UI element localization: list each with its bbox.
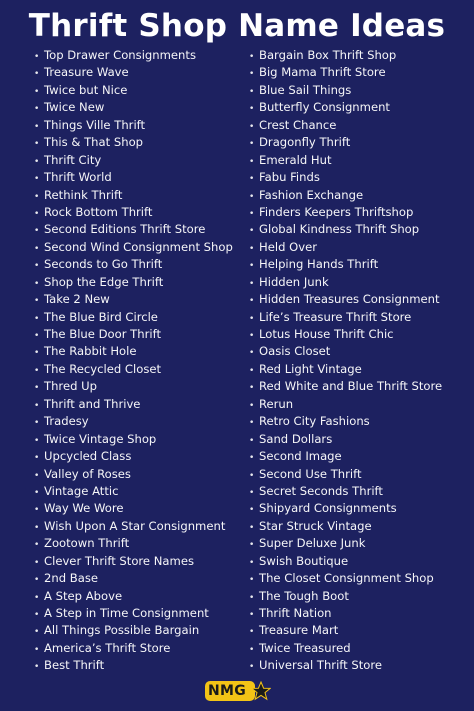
bullet-icon: •	[249, 174, 255, 185]
list-item	[34, 117, 233, 134]
list-item	[249, 483, 442, 500]
bullet-icon: •	[249, 261, 255, 272]
list-item-label: Clever Thrift Store Names	[44, 553, 194, 568]
list-item	[249, 361, 442, 378]
list-item	[34, 518, 233, 535]
star-icon	[251, 681, 271, 701]
bullet-icon: •	[34, 557, 40, 568]
bullet-icon: •	[34, 365, 40, 376]
list-item	[249, 47, 442, 64]
bullet-icon: •	[249, 86, 255, 97]
bullet-icon: •	[34, 348, 40, 359]
list-item	[249, 518, 442, 535]
bullet-icon: •	[34, 453, 40, 464]
list-item-label: This & That Shop	[44, 135, 144, 150]
bullet-icon: •	[249, 418, 255, 429]
list-item-label: Vintage Attic	[44, 483, 119, 498]
list-item	[34, 169, 233, 186]
list-item	[34, 622, 233, 639]
bullet-icon: •	[249, 644, 255, 655]
bullet-icon: •	[34, 383, 40, 394]
page-title: Thrift Shop Name Ideas	[28, 8, 446, 44]
list-item	[249, 256, 442, 273]
list-item-label: Red Light Vintage	[259, 361, 362, 376]
list-item-label: Thrift World	[44, 170, 112, 185]
list-item	[249, 187, 442, 204]
list-item-label: The Blue Door Thrift	[44, 327, 161, 341]
bullet-icon: •	[249, 331, 255, 341]
list-item	[249, 657, 442, 674]
bullet-icon: •	[34, 313, 40, 324]
list-item-label: Star Struck Vintage	[259, 518, 372, 533]
list-item	[34, 309, 233, 326]
bullet-icon: •	[34, 121, 40, 132]
list-item-label: Oasis Closet	[259, 344, 331, 359]
list-item	[249, 500, 442, 517]
list-item-label: Shipyard Consignments	[259, 501, 397, 516]
list-item	[249, 413, 442, 430]
bullet-icon: •	[249, 208, 255, 219]
list-item	[249, 326, 442, 343]
list-item	[249, 204, 442, 221]
list-item-label: Twice New	[44, 100, 105, 115]
list-item	[34, 570, 233, 587]
list-item-label: Valley of Roses	[44, 466, 131, 481]
list-item-label: Crest Chance	[259, 117, 337, 132]
bullet-icon: •	[249, 610, 255, 620]
list-item-label: Fabu Finds	[259, 170, 320, 185]
bullet-icon: •	[34, 52, 40, 62]
list-item	[34, 291, 233, 308]
list-item	[34, 47, 233, 64]
list-item-label: America’s Thrift Store	[44, 640, 171, 655]
list-item	[249, 82, 442, 99]
list-item	[249, 466, 442, 483]
list-item	[34, 361, 233, 378]
list-item-label: Twice Treasured	[259, 640, 351, 655]
list-item	[249, 64, 442, 81]
list-item-label: Blue Sail Things	[259, 82, 352, 97]
bullet-icon: •	[249, 592, 255, 603]
bullet-icon: •	[249, 121, 255, 132]
list-item	[249, 570, 442, 587]
logo-text: NMG	[208, 683, 247, 699]
list-item	[34, 204, 233, 221]
bullet-icon: •	[249, 505, 255, 516]
bullet-icon: •	[34, 331, 40, 341]
right-name-list	[249, 47, 442, 675]
left-name-list	[34, 47, 233, 675]
list-item-label: Held Over	[259, 239, 318, 254]
list-item	[249, 640, 442, 657]
list-item-label: Big Mama Thrift Store	[259, 65, 386, 80]
list-item	[34, 588, 233, 605]
bullet-icon: •	[249, 383, 255, 394]
bullet-icon: •	[249, 139, 255, 150]
list-item-label: Life’s Treasure Thrift Store	[259, 309, 412, 324]
list-item-label: Things Ville Thrift	[44, 117, 146, 132]
bullet-icon: •	[34, 487, 40, 498]
list-item-label: Finders Keepers Thriftshop	[259, 204, 414, 219]
list-item	[34, 657, 233, 674]
list-item-label: Shop the Edge Thrift	[44, 274, 164, 289]
bullet-icon: •	[34, 575, 40, 586]
bullet-icon: •	[249, 191, 255, 202]
bullet-icon: •	[249, 453, 255, 464]
list-item-label: The Closet Consignment Shop	[259, 571, 434, 586]
list-item-label: Thrift Nation	[259, 606, 332, 620]
list-item-label: Seconds to Go Thrift	[44, 257, 163, 272]
bullet-icon: •	[249, 104, 255, 115]
bullet-icon: •	[34, 139, 40, 150]
list-item-label: Red White and Blue Thrift Store	[259, 379, 443, 394]
bullet-icon: •	[34, 435, 40, 446]
bullet-icon: •	[34, 505, 40, 516]
bullet-icon: •	[34, 540, 40, 551]
list-item-label: Super Deluxe Junk	[259, 536, 366, 551]
list-item	[34, 431, 233, 448]
list-item	[249, 291, 442, 308]
list-item	[34, 535, 233, 552]
list-item	[249, 343, 442, 360]
list-item-label: Best Thrift	[44, 658, 105, 673]
bullet-icon: •	[34, 156, 40, 167]
list-item	[34, 274, 233, 291]
list-item-label: Rerun	[259, 396, 294, 411]
list-item	[34, 378, 233, 395]
bullet-icon: •	[249, 69, 255, 80]
list-item	[34, 134, 233, 151]
bullet-icon: •	[249, 348, 255, 359]
list-item	[34, 82, 233, 99]
list-item	[34, 396, 233, 413]
bullet-icon: •	[34, 400, 40, 411]
list-item	[34, 99, 233, 116]
bullet-icon: •	[34, 592, 40, 603]
list-item-label: 2nd Base	[44, 571, 99, 586]
list-item	[34, 605, 233, 622]
bullet-icon: •	[34, 261, 40, 272]
bullet-icon: •	[34, 610, 40, 620]
bullet-icon: •	[249, 557, 255, 568]
list-item	[34, 466, 233, 483]
bullet-icon: •	[34, 243, 40, 254]
bullet-icon: •	[34, 470, 40, 481]
list-item-label: Treasure Mart	[259, 623, 339, 638]
bullet-icon: •	[34, 208, 40, 219]
bullet-icon: •	[249, 296, 255, 307]
list-item	[249, 239, 442, 256]
bullet-icon: •	[34, 278, 40, 289]
bullet-icon: •	[34, 644, 40, 655]
list-item-label: Bargain Box Thrift Shop	[259, 48, 397, 62]
bullet-icon: •	[249, 522, 255, 533]
list-item-label: Helping Hands Thrift	[259, 257, 379, 272]
bullet-icon: •	[34, 627, 40, 638]
list-item	[249, 553, 442, 570]
bullet-icon: •	[249, 540, 255, 551]
list-item-label: Hidden Treasures Consignment	[259, 292, 440, 307]
nmg-logo	[205, 681, 269, 703]
list-item-label: The Blue Bird Circle	[44, 309, 158, 324]
list-item-label: Thrift and Thrive	[44, 396, 141, 411]
bullet-icon: •	[34, 296, 40, 307]
list-item-label: Hidden Junk	[259, 274, 329, 289]
list-item	[34, 483, 233, 500]
bullet-icon: •	[34, 418, 40, 429]
list-item	[249, 622, 442, 639]
list-item	[249, 431, 442, 448]
list-item-label: Secret Seconds Thrift	[259, 483, 383, 498]
list-item-label: All Things Possible Bargain	[44, 623, 200, 638]
list-item-label: The Tough Boot	[259, 588, 349, 603]
bullet-icon: •	[249, 487, 255, 498]
bullet-icon: •	[34, 662, 40, 673]
list-item	[34, 152, 233, 169]
list-item	[249, 274, 442, 291]
list-item-label: Global Kindness Thrift Shop	[259, 222, 420, 237]
list-item-label: Sand Dollars	[259, 431, 333, 446]
list-item-label: Second Use Thrift	[259, 466, 362, 481]
list-item	[249, 134, 442, 151]
bullet-icon: •	[34, 104, 40, 115]
list-item	[249, 535, 442, 552]
bullet-icon: •	[34, 174, 40, 185]
list-item	[34, 640, 233, 657]
bullet-icon: •	[34, 226, 40, 237]
bullet-icon: •	[249, 313, 255, 324]
list-item	[249, 169, 442, 186]
list-item-label: Lotus House Thrift Chic	[259, 327, 394, 341]
bullet-icon: •	[249, 470, 255, 481]
list-item-label: A Step Above	[44, 588, 123, 603]
list-item	[34, 64, 233, 81]
list-item-label: Rock Bottom Thrift	[44, 204, 153, 219]
list-item-label: Butterfly Consignment	[259, 100, 390, 115]
bullet-icon: •	[249, 156, 255, 167]
bullet-icon: •	[249, 365, 255, 376]
bullet-icon: •	[249, 627, 255, 638]
bullet-icon: •	[249, 226, 255, 237]
list-item	[34, 413, 233, 430]
list-item-label: Rethink Thrift	[44, 187, 123, 202]
list-item	[34, 343, 233, 360]
list-item-label: Top Drawer Consignments	[44, 48, 196, 62]
list-item-label: Twice Vintage Shop	[44, 431, 157, 446]
list-item-label: Zootown Thrift	[44, 536, 130, 551]
list-item	[34, 256, 233, 273]
bullet-icon: •	[34, 522, 40, 533]
bullet-icon: •	[249, 243, 255, 254]
list-item-label: The Rabbit Hole	[44, 344, 137, 359]
bullet-icon: •	[249, 662, 255, 673]
list-item	[249, 152, 442, 169]
list-item-label: Second Editions Thrift Store	[44, 222, 206, 237]
list-item-label: Take 2 New	[44, 292, 110, 307]
list-item-label: Wish Upon A Star Consignment	[44, 518, 226, 533]
list-item-label: Universal Thrift Store	[259, 658, 383, 673]
list-item	[249, 588, 442, 605]
list-item	[249, 378, 442, 395]
list-item	[249, 99, 442, 116]
list-item-label: Tradesy	[44, 414, 89, 429]
bullet-icon: •	[34, 69, 40, 80]
list-item	[34, 221, 233, 238]
bullet-icon: •	[34, 191, 40, 202]
list-item-label: Upcycled Class	[44, 449, 132, 464]
list-item-label: Swish Boutique	[259, 553, 349, 568]
list-item-label: Second Wind Consignment Shop	[44, 239, 233, 254]
list-item	[34, 500, 233, 517]
list-item-label: Thrift City	[44, 152, 102, 167]
list-item-label: Treasure Wave	[44, 65, 129, 80]
list-item-label: The Recycled Closet	[44, 361, 162, 376]
bullet-icon: •	[249, 52, 255, 62]
list-item	[249, 396, 442, 413]
list-item	[34, 326, 233, 343]
list-item-label: Dragonfly Thrift	[259, 135, 351, 150]
list-item-label: Emerald Hut	[259, 152, 332, 167]
list-item	[249, 448, 442, 465]
bullet-icon: •	[249, 435, 255, 446]
list-item-label: Twice but Nice	[44, 82, 128, 97]
list-item	[34, 553, 233, 570]
list-item-label: Way We Wore	[44, 501, 124, 516]
bullet-icon: •	[249, 575, 255, 586]
list-item	[34, 187, 233, 204]
list-item	[249, 221, 442, 238]
list-item	[249, 117, 442, 134]
list-item-label: Second Image	[259, 449, 342, 464]
list-item-label: Fashion Exchange	[259, 187, 364, 202]
bullet-icon: •	[34, 86, 40, 97]
list-item-label: Retro City Fashions	[259, 414, 370, 429]
list-item-label: A Step in Time Consignment	[44, 606, 209, 620]
bullet-icon: •	[249, 278, 255, 289]
bullet-icon: •	[249, 400, 255, 411]
list-item	[34, 448, 233, 465]
list-item-label: Thred Up	[44, 379, 97, 394]
list-item	[249, 605, 442, 622]
list-item	[34, 239, 233, 256]
list-item	[249, 309, 442, 326]
